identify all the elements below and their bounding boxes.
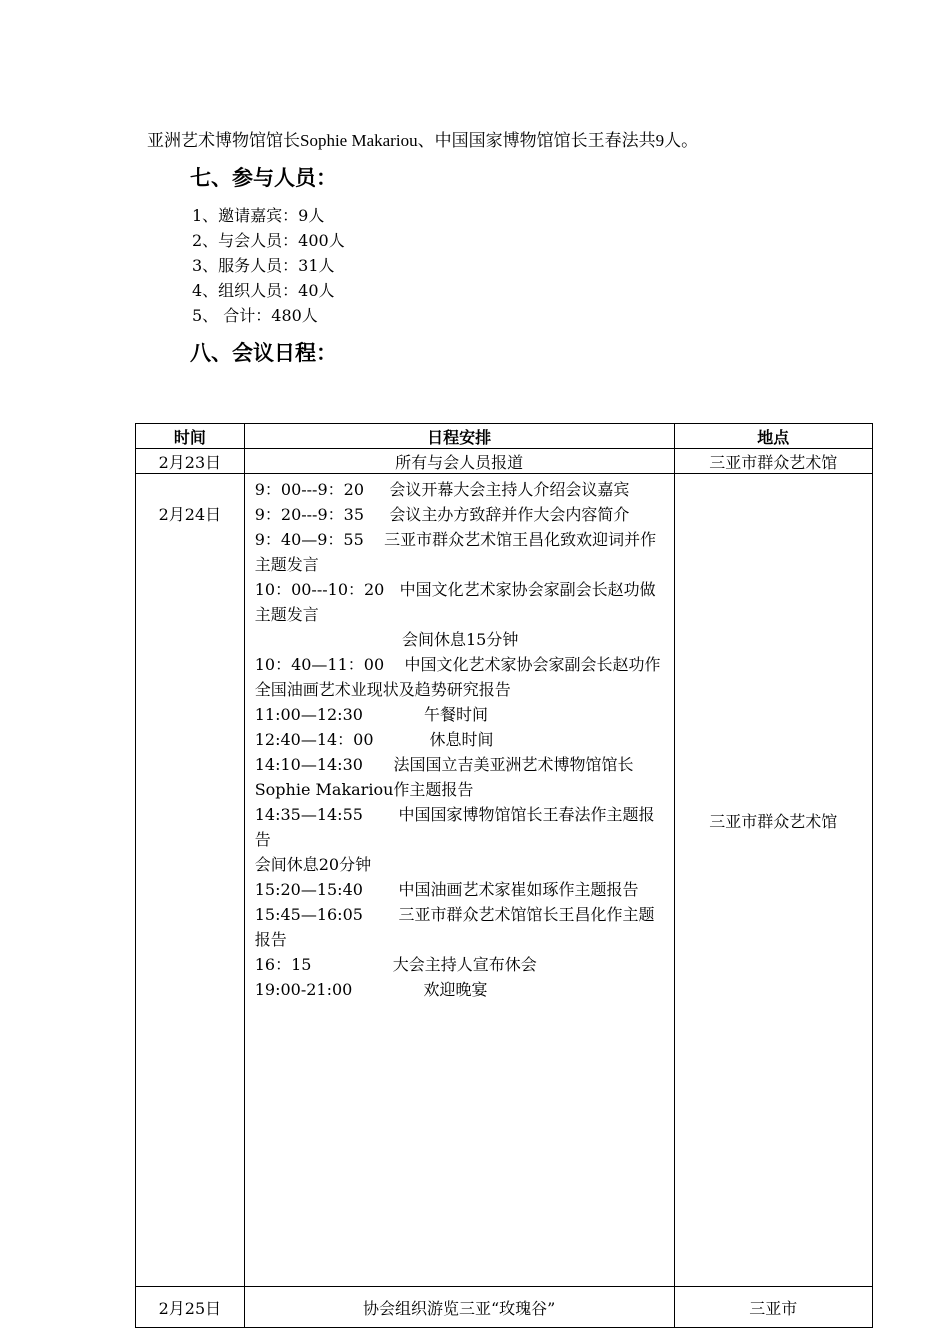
schedule-line: 11:00—12:30 午餐时间 <box>254 705 488 724</box>
schedule-line: 会间休息20分钟 <box>254 855 372 874</box>
row-schedule: 协会组织游览三亚“玫瑰谷” <box>244 1287 674 1328</box>
schedule-line: 19:00-21:00 欢迎晚宴 <box>254 980 488 999</box>
participant-item: 5、 合计：480人 <box>192 306 318 325</box>
row-time: 2月24日 <box>136 474 245 1287</box>
section-8-title: 八、会议日程： <box>190 341 337 365</box>
participant-item: 1、邀请嘉宾：9人 <box>192 206 325 225</box>
schedule-line: 会间休息15分钟 <box>401 630 519 649</box>
schedule-line: 16：15 大会主持人宣布休会 <box>254 955 537 974</box>
participant-item: 3、服务人员：31人 <box>192 256 335 275</box>
participant-list <box>192 203 345 328</box>
row-schedule: 所有与会人员报道 <box>244 449 674 474</box>
schedule-line: 9：00---9：20 会议开幕大会主持人介绍会议嘉宾 <box>254 480 630 499</box>
table-row <box>136 449 873 474</box>
table-row <box>136 1287 873 1328</box>
row-time: 2月23日 <box>136 449 245 474</box>
section-7-title: 七、参与人员： <box>190 166 337 190</box>
schedule-line: 14:35—14:55 中国国家博物馆馆长王春法作主题报告 <box>254 805 655 849</box>
participant-item: 4、组织人员：40人 <box>192 281 335 300</box>
schedule-line: 9：20---9：35 会议主办方致辞并作大会内容简介 <box>254 505 630 524</box>
header-place: 地点 <box>674 424 872 449</box>
row-schedule <box>244 474 674 1287</box>
schedule-line: 12:40—14：00 休息时间 <box>254 730 494 749</box>
table-header-row <box>136 424 873 449</box>
table-row <box>136 474 873 1287</box>
row-place: 三亚市群众艺术馆 <box>674 449 872 474</box>
row-time: 2月25日 <box>136 1287 245 1328</box>
intro-line: 亚洲艺术博物馆馆长Sophie Makariou、中国国家博物馆馆长王春法共9人。 <box>147 131 699 150</box>
header-schedule: 日程安排 <box>244 424 674 449</box>
schedule-line: 10：00---10：20 中国文化艺术家协会家副会长赵功做主题发言 <box>254 580 656 624</box>
schedule-line: 10：40—11：00 中国文化艺术家协会家副会长赵功作全国油画艺术业现状及趋势研究报告 <box>254 655 661 699</box>
schedule-line: 14:10—14:30 法国国立吉美亚洲艺术博物馆馆长Sophie Makariou作主题报告 <box>254 755 634 799</box>
schedule-line: 15:20—15:40 中国油画艺术家崔如琢作主题报告 <box>254 880 639 899</box>
row-place: 三亚市群众艺术馆 <box>674 474 872 1287</box>
schedule-table <box>135 423 873 1328</box>
schedule-line: 9：40—9：55 三亚市群众艺术馆王昌化致欢迎词并作主题发言 <box>254 530 657 574</box>
header-time: 时间 <box>136 424 245 449</box>
participant-item: 2、与会人员：400人 <box>192 231 345 250</box>
schedule-line: 15:45—16:05 三亚市群众艺术馆馆长王昌化作主题报告 <box>254 905 655 949</box>
row-place: 三亚市 <box>674 1287 872 1328</box>
